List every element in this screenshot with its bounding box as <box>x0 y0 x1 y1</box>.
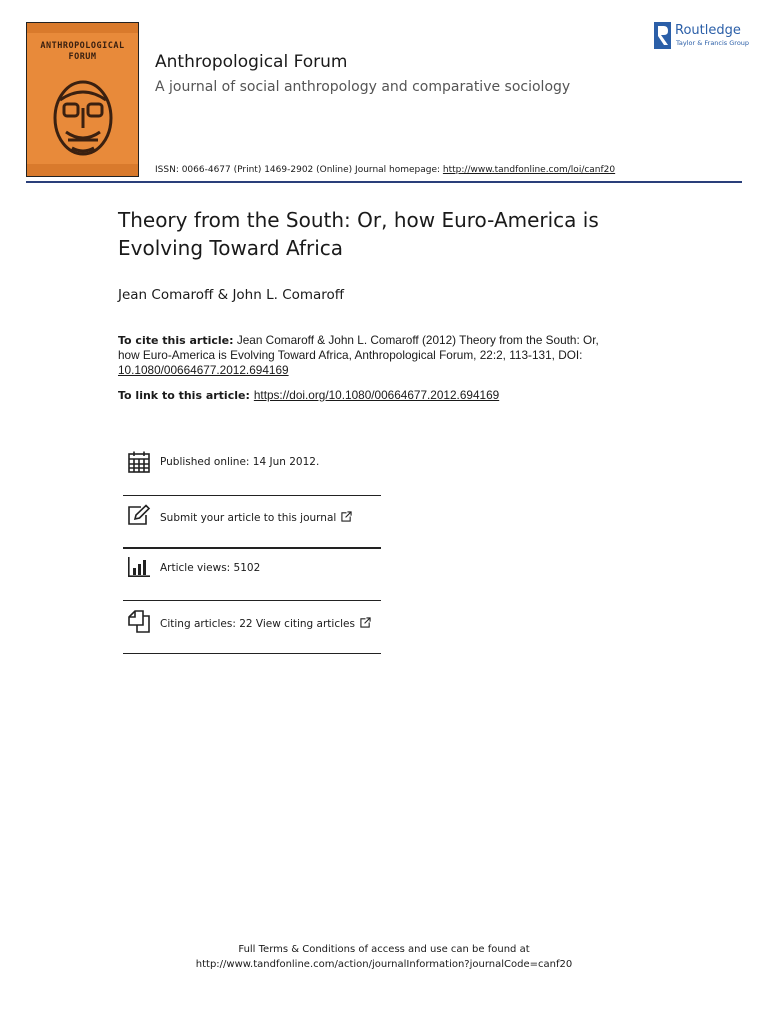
issn-text: ISSN: 0066-4677 (Print) 1469-2902 (Online) Journal homepage: <box>155 165 443 175</box>
cite-label: To cite this article: <box>118 334 234 347</box>
cite-text: Jean Comaroff & John L. Comaroff (2012) Theory from the South: Or, how Euro-America is Evolving Toward Africa, Anthropological Forum, 22:2, 113-131, DOI: <box>118 333 599 362</box>
footer-terms-text: Full Terms & Conditions of access and use can be found at <box>238 944 530 955</box>
header-divider <box>26 181 742 183</box>
article-authors: Jean Comaroff & John L. Comaroff <box>118 287 345 303</box>
submit-article-row[interactable] <box>123 504 381 530</box>
cover-bottom-band <box>27 164 138 176</box>
edit-icon <box>127 504 151 528</box>
article-doi-url-link[interactable]: https://doi.org/10.1080/00664677.2012.694169 <box>253 388 500 402</box>
bar-chart-icon <box>127 555 151 579</box>
divider <box>123 547 381 549</box>
cover-title: ANTHROPOLOGICAL FORUM <box>40 41 125 62</box>
journal-subtitle: A journal of social anthropology and comparative sociology <box>155 79 571 95</box>
published-online-text: Published online: 14 Jun 2012. <box>160 456 320 468</box>
terms-footer <box>0 942 768 972</box>
link-label: To link to this article: <box>118 389 250 402</box>
submit-article-text: Submit your article to this journal <box>160 512 337 524</box>
submit-article-link[interactable] <box>160 511 352 524</box>
external-link-icon <box>360 617 371 628</box>
citation-block <box>118 333 618 378</box>
published-online-row <box>123 450 381 476</box>
publisher-logo <box>654 22 754 50</box>
journal-homepage-link[interactable]: http://www.tandfonline.com/loi/canf20 <box>442 165 616 175</box>
divider <box>123 495 381 496</box>
publisher-name: Routledge <box>675 23 741 38</box>
routledge-logo-icon <box>654 22 671 49</box>
article-views-row <box>123 555 381 581</box>
article-link-line <box>118 388 499 402</box>
issn-line <box>155 165 615 175</box>
doi-link[interactable]: 10.1080/00664677.2012.694169 <box>118 363 289 377</box>
citing-articles-text: Citing articles: 22 View citing articles <box>160 618 355 630</box>
cover-top-band <box>27 23 138 33</box>
publisher-group: Taylor & Francis Group <box>676 39 750 47</box>
documents-icon <box>127 609 151 633</box>
journal-title: Anthropological Forum <box>155 52 348 72</box>
citing-articles-row[interactable] <box>123 609 381 635</box>
divider <box>123 600 381 601</box>
external-link-icon <box>341 511 352 522</box>
footer-terms-link[interactable]: http://www.tandfonline.com/action/journalInformation?journalCode=canf20 <box>195 959 573 970</box>
cover-mask-art <box>50 78 116 158</box>
article-views-text: Article views: 5102 <box>160 562 261 574</box>
citing-articles-link[interactable] <box>160 617 371 630</box>
calendar-icon <box>127 450 151 474</box>
article-title: Theory from the South: Or, how Euro-America is Evolving Toward Africa <box>118 208 599 260</box>
journal-cover-image <box>26 22 139 177</box>
divider <box>123 653 381 654</box>
